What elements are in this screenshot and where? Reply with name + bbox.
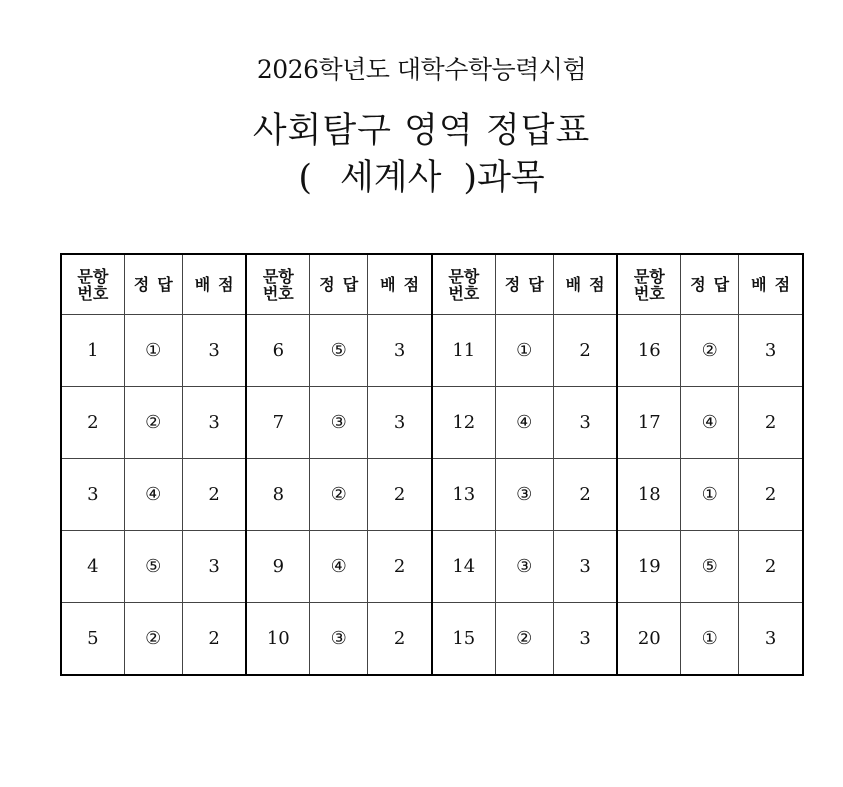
question-number: 6 xyxy=(246,315,309,387)
answer-cell: ④ xyxy=(681,387,739,459)
answer-key-table xyxy=(60,253,804,676)
points-cell: 2 xyxy=(739,387,803,459)
answer-cell: ② xyxy=(124,387,182,459)
answer-cell: ② xyxy=(681,315,739,387)
points-cell: 3 xyxy=(739,603,803,676)
table-row xyxy=(61,387,803,459)
exam-title: 2026학년도 대학수학능력시험 xyxy=(256,55,587,84)
col-header-points: 배점 xyxy=(553,254,617,315)
col-header-answer: 정답 xyxy=(495,254,553,315)
points-cell: 3 xyxy=(182,531,246,603)
question-number: 4 xyxy=(61,531,124,603)
question-number: 18 xyxy=(617,459,680,531)
points-cell: 2 xyxy=(182,459,246,531)
section-title: 사회탐구 영역 정답표 xyxy=(252,111,591,151)
points-cell: 3 xyxy=(182,315,246,387)
table-row xyxy=(61,459,803,531)
answer-cell: ③ xyxy=(310,387,368,459)
points-cell: 3 xyxy=(553,387,617,459)
points-cell: 2 xyxy=(553,459,617,531)
answer-cell: ④ xyxy=(310,531,368,603)
points-cell: 3 xyxy=(368,315,432,387)
answer-cell: ② xyxy=(495,603,553,676)
subject-suffix: 과목 xyxy=(477,158,545,198)
answer-cell: ② xyxy=(124,603,182,676)
question-number: 12 xyxy=(432,387,495,459)
answer-cell: ① xyxy=(681,603,739,676)
answer-cell: ③ xyxy=(310,603,368,676)
subject-open-paren: ( xyxy=(298,158,312,198)
points-cell: 3 xyxy=(739,315,803,387)
question-number: 17 xyxy=(617,387,680,459)
col-header-answer: 정답 xyxy=(124,254,182,315)
subject-title xyxy=(0,150,843,200)
points-cell: 3 xyxy=(553,531,617,603)
question-number: 19 xyxy=(617,531,680,603)
points-cell: 2 xyxy=(739,459,803,531)
answer-cell: ① xyxy=(495,315,553,387)
points-cell: 2 xyxy=(739,531,803,603)
points-cell: 2 xyxy=(368,459,432,531)
subject-name: 세계사 xyxy=(339,158,442,198)
col-header-points: 배점 xyxy=(739,254,803,315)
points-cell: 3 xyxy=(368,387,432,459)
col-header-number: 문항 번호 xyxy=(432,254,495,315)
table-row xyxy=(61,603,803,676)
answer-cell: ④ xyxy=(124,459,182,531)
col-header-points: 배점 xyxy=(368,254,432,315)
col-header-number: 문항 번호 xyxy=(246,254,309,315)
question-number: 14 xyxy=(432,531,495,603)
question-number: 2 xyxy=(61,387,124,459)
question-number: 16 xyxy=(617,315,680,387)
question-number: 20 xyxy=(617,603,680,676)
question-number: 10 xyxy=(246,603,309,676)
answer-cell: ⑤ xyxy=(310,315,368,387)
question-number: 13 xyxy=(432,459,495,531)
answer-cell: ① xyxy=(681,459,739,531)
points-cell: 2 xyxy=(553,315,617,387)
question-number: 8 xyxy=(246,459,309,531)
answer-cell: ③ xyxy=(495,459,553,531)
question-number: 7 xyxy=(246,387,309,459)
answer-cell: ⑤ xyxy=(124,531,182,603)
answer-cell: ② xyxy=(310,459,368,531)
points-cell: 2 xyxy=(368,603,432,676)
col-header-points: 배점 xyxy=(182,254,246,315)
col-header-number: 문항 번호 xyxy=(61,254,124,315)
question-number: 15 xyxy=(432,603,495,676)
table-row xyxy=(61,531,803,603)
answer-cell: ③ xyxy=(495,531,553,603)
points-cell: 2 xyxy=(368,531,432,603)
header-row xyxy=(61,254,803,315)
question-number: 3 xyxy=(61,459,124,531)
points-cell: 2 xyxy=(182,603,246,676)
points-cell: 3 xyxy=(182,387,246,459)
points-cell: 3 xyxy=(553,603,617,676)
answer-cell: ① xyxy=(124,315,182,387)
question-number: 1 xyxy=(61,315,124,387)
subject-close-paren: ) xyxy=(463,158,478,198)
col-header-answer: 정답 xyxy=(681,254,739,315)
col-header-number: 문항 번호 xyxy=(617,254,680,315)
question-number: 5 xyxy=(61,603,124,676)
answer-cell: ⑤ xyxy=(681,531,739,603)
answer-cell: ④ xyxy=(495,387,553,459)
question-number: 11 xyxy=(432,315,495,387)
col-header-answer: 정답 xyxy=(310,254,368,315)
question-number: 9 xyxy=(246,531,309,603)
table-row xyxy=(61,315,803,387)
